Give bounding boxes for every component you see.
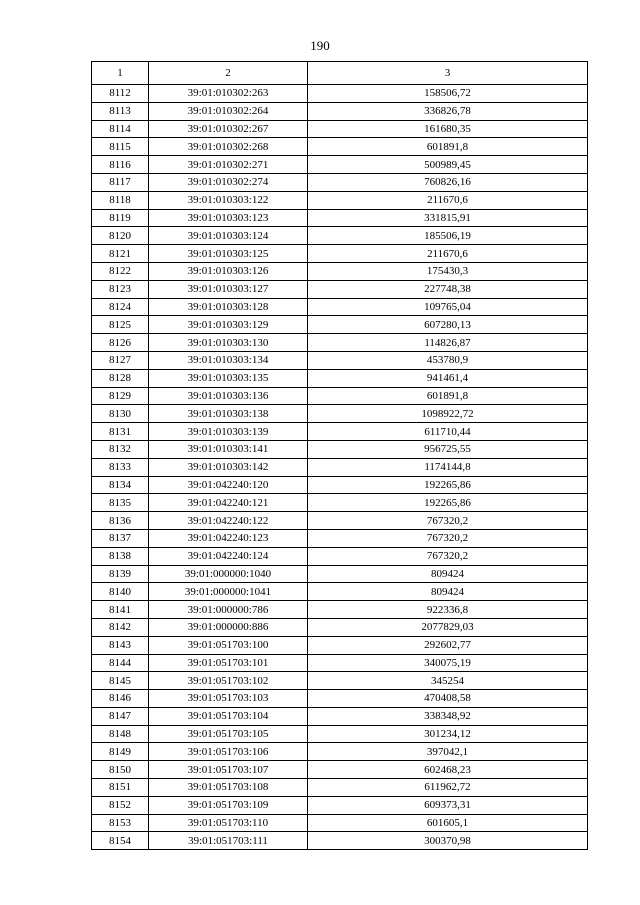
table-row (92, 227, 588, 245)
table-row (92, 334, 588, 352)
value-cell: 809424 (308, 565, 588, 583)
table-row (92, 351, 588, 369)
row-number-cell: 8124 (92, 298, 149, 316)
cadastral-number-cell: 39:01:010303:130 (149, 334, 308, 352)
column-header-3: 3 (308, 62, 588, 85)
row-number-cell: 8139 (92, 565, 149, 583)
table-row (92, 814, 588, 832)
table-row (92, 672, 588, 690)
table-row (92, 618, 588, 636)
table-row (92, 85, 588, 103)
value-cell: 175430,3 (308, 262, 588, 280)
value-cell: 470408,58 (308, 690, 588, 708)
cadastral-number-cell: 39:01:010303:126 (149, 262, 308, 280)
row-number-cell: 8132 (92, 440, 149, 458)
row-number-cell: 8127 (92, 351, 149, 369)
data-table (91, 61, 588, 850)
table-row (92, 725, 588, 743)
cadastral-number-cell: 39:01:010303:141 (149, 440, 308, 458)
cadastral-number-cell: 39:01:010303:134 (149, 351, 308, 369)
table-row (92, 494, 588, 512)
cadastral-number-cell: 39:01:010303:127 (149, 280, 308, 298)
value-cell: 185506,19 (308, 227, 588, 245)
cadastral-number-cell: 39:01:051703:100 (149, 636, 308, 654)
cadastral-number-cell: 39:01:051703:106 (149, 743, 308, 761)
cadastral-number-cell: 39:01:010303:124 (149, 227, 308, 245)
row-number-cell: 8146 (92, 690, 149, 708)
cadastral-number-cell: 39:01:010303:139 (149, 423, 308, 441)
value-cell: 2077829,03 (308, 618, 588, 636)
cadastral-number-cell: 39:01:000000:886 (149, 618, 308, 636)
table-row (92, 583, 588, 601)
table-row (92, 102, 588, 120)
row-number-cell: 8126 (92, 334, 149, 352)
table-row (92, 796, 588, 814)
value-cell: 609373,31 (308, 796, 588, 814)
table-row (92, 565, 588, 583)
cadastral-number-cell: 39:01:051703:111 (149, 832, 308, 850)
row-number-cell: 8116 (92, 156, 149, 174)
cadastral-number-cell: 39:01:010302:263 (149, 85, 308, 103)
value-cell: 760826,16 (308, 173, 588, 191)
value-cell: 1174144,8 (308, 458, 588, 476)
row-number-cell: 8117 (92, 173, 149, 191)
row-number-cell: 8118 (92, 191, 149, 209)
table-row (92, 654, 588, 672)
row-number-cell: 8122 (92, 262, 149, 280)
table-row (92, 245, 588, 263)
cadastral-number-cell: 39:01:051703:108 (149, 779, 308, 797)
row-number-cell: 8134 (92, 476, 149, 494)
cadastral-number-cell: 39:01:042240:120 (149, 476, 308, 494)
table-row (92, 636, 588, 654)
value-cell: 809424 (308, 583, 588, 601)
row-number-cell: 8113 (92, 102, 149, 120)
row-number-cell: 8135 (92, 494, 149, 512)
value-cell: 338348,92 (308, 707, 588, 725)
value-cell: 1098922,72 (308, 405, 588, 423)
row-number-cell: 8147 (92, 707, 149, 725)
value-cell: 500989,45 (308, 156, 588, 174)
value-cell: 211670,6 (308, 191, 588, 209)
table-row (92, 529, 588, 547)
row-number-cell: 8112 (92, 85, 149, 103)
value-cell: 192265,86 (308, 476, 588, 494)
table-row (92, 280, 588, 298)
table-row (92, 440, 588, 458)
value-cell: 340075,19 (308, 654, 588, 672)
cadastral-number-cell: 39:01:010303:135 (149, 369, 308, 387)
table-row (92, 369, 588, 387)
cadastral-number-cell: 39:01:010303:142 (149, 458, 308, 476)
row-number-cell: 8115 (92, 138, 149, 156)
value-cell: 767320,2 (308, 547, 588, 565)
table-row (92, 387, 588, 405)
value-cell: 300370,98 (308, 832, 588, 850)
cadastral-number-cell: 39:01:051703:110 (149, 814, 308, 832)
row-number-cell: 8131 (92, 423, 149, 441)
table-row (92, 547, 588, 565)
row-number-cell: 8145 (92, 672, 149, 690)
header-row (92, 62, 588, 85)
table-row (92, 601, 588, 619)
cadastral-number-cell: 39:01:010302:268 (149, 138, 308, 156)
row-number-cell: 8154 (92, 832, 149, 850)
value-cell: 292602,77 (308, 636, 588, 654)
value-cell: 336826,78 (308, 102, 588, 120)
row-number-cell: 8148 (92, 725, 149, 743)
row-number-cell: 8153 (92, 814, 149, 832)
value-cell: 922336,8 (308, 601, 588, 619)
cadastral-number-cell: 39:01:010302:274 (149, 173, 308, 191)
table-row (92, 512, 588, 530)
cadastral-number-cell: 39:01:051703:109 (149, 796, 308, 814)
value-cell: 158506,72 (308, 85, 588, 103)
table-row (92, 743, 588, 761)
table-row (92, 316, 588, 334)
value-cell: 453780,9 (308, 351, 588, 369)
cadastral-number-cell: 39:01:010302:264 (149, 102, 308, 120)
value-cell: 601605,1 (308, 814, 588, 832)
table-row (92, 173, 588, 191)
row-number-cell: 8133 (92, 458, 149, 476)
row-number-cell: 8150 (92, 761, 149, 779)
row-number-cell: 8144 (92, 654, 149, 672)
cadastral-number-cell: 39:01:042240:122 (149, 512, 308, 530)
value-cell: 956725,55 (308, 440, 588, 458)
cadastral-number-cell: 39:01:010303:123 (149, 209, 308, 227)
row-number-cell: 8137 (92, 529, 149, 547)
table-row (92, 476, 588, 494)
cadastral-number-cell: 39:01:010303:136 (149, 387, 308, 405)
row-number-cell: 8143 (92, 636, 149, 654)
value-cell: 397042,1 (308, 743, 588, 761)
table-row (92, 120, 588, 138)
table-row (92, 832, 588, 850)
row-number-cell: 8129 (92, 387, 149, 405)
cadastral-number-cell: 39:01:010303:138 (149, 405, 308, 423)
row-number-cell: 8120 (92, 227, 149, 245)
row-number-cell: 8140 (92, 583, 149, 601)
cadastral-number-cell: 39:01:051703:107 (149, 761, 308, 779)
cadastral-number-cell: 39:01:010303:122 (149, 191, 308, 209)
cadastral-number-cell: 39:01:000000:786 (149, 601, 308, 619)
row-number-cell: 8141 (92, 601, 149, 619)
cadastral-number-cell: 39:01:010303:125 (149, 245, 308, 263)
cadastral-number-cell: 39:01:042240:123 (149, 529, 308, 547)
table-body (92, 85, 588, 850)
value-cell: 345254 (308, 672, 588, 690)
row-number-cell: 8149 (92, 743, 149, 761)
cadastral-number-cell: 39:01:042240:124 (149, 547, 308, 565)
row-number-cell: 8130 (92, 405, 149, 423)
value-cell: 611710,44 (308, 423, 588, 441)
table-row (92, 761, 588, 779)
row-number-cell: 8121 (92, 245, 149, 263)
table-row (92, 423, 588, 441)
table-row (92, 298, 588, 316)
cadastral-number-cell: 39:01:051703:102 (149, 672, 308, 690)
row-number-cell: 8119 (92, 209, 149, 227)
cadastral-number-cell: 39:01:010302:267 (149, 120, 308, 138)
value-cell: 767320,2 (308, 512, 588, 530)
value-cell: 601891,8 (308, 138, 588, 156)
row-number-cell: 8138 (92, 547, 149, 565)
row-number-cell: 8152 (92, 796, 149, 814)
table-row (92, 209, 588, 227)
value-cell: 601891,8 (308, 387, 588, 405)
table-row (92, 262, 588, 280)
table-row (92, 690, 588, 708)
value-cell: 941461,4 (308, 369, 588, 387)
table-row (92, 458, 588, 476)
table-row (92, 405, 588, 423)
value-cell: 607280,13 (308, 316, 588, 334)
column-header-1: 1 (92, 62, 149, 85)
value-cell: 192265,86 (308, 494, 588, 512)
value-cell: 161680,35 (308, 120, 588, 138)
row-number-cell: 8123 (92, 280, 149, 298)
value-cell: 611962,72 (308, 779, 588, 797)
cadastral-number-cell: 39:01:010303:129 (149, 316, 308, 334)
row-number-cell: 8136 (92, 512, 149, 530)
cadastral-number-cell: 39:01:051703:103 (149, 690, 308, 708)
table-row (92, 156, 588, 174)
cadastral-number-cell: 39:01:042240:121 (149, 494, 308, 512)
cadastral-number-cell: 39:01:010302:271 (149, 156, 308, 174)
value-cell: 301234,12 (308, 725, 588, 743)
table-row (92, 191, 588, 209)
cadastral-number-cell: 39:01:051703:104 (149, 707, 308, 725)
row-number-cell: 8142 (92, 618, 149, 636)
value-cell: 114826,87 (308, 334, 588, 352)
row-number-cell: 8151 (92, 779, 149, 797)
value-cell: 331815,91 (308, 209, 588, 227)
table-row (92, 138, 588, 156)
cadastral-number-cell: 39:01:051703:105 (149, 725, 308, 743)
value-cell: 211670,6 (308, 245, 588, 263)
value-cell: 602468,23 (308, 761, 588, 779)
row-number-cell: 8125 (92, 316, 149, 334)
row-number-cell: 8128 (92, 369, 149, 387)
cadastral-number-cell: 39:01:010303:128 (149, 298, 308, 316)
page-number: 190 (310, 38, 330, 53)
table-row (92, 779, 588, 797)
cadastral-number-cell: 39:01:000000:1041 (149, 583, 308, 601)
table-header (92, 62, 588, 85)
value-cell: 227748,38 (308, 280, 588, 298)
value-cell: 767320,2 (308, 529, 588, 547)
row-number-cell: 8114 (92, 120, 149, 138)
table-row (92, 707, 588, 725)
value-cell: 109765,04 (308, 298, 588, 316)
cadastral-number-cell: 39:01:000000:1040 (149, 565, 308, 583)
column-header-2: 2 (149, 62, 308, 85)
cadastral-number-cell: 39:01:051703:101 (149, 654, 308, 672)
